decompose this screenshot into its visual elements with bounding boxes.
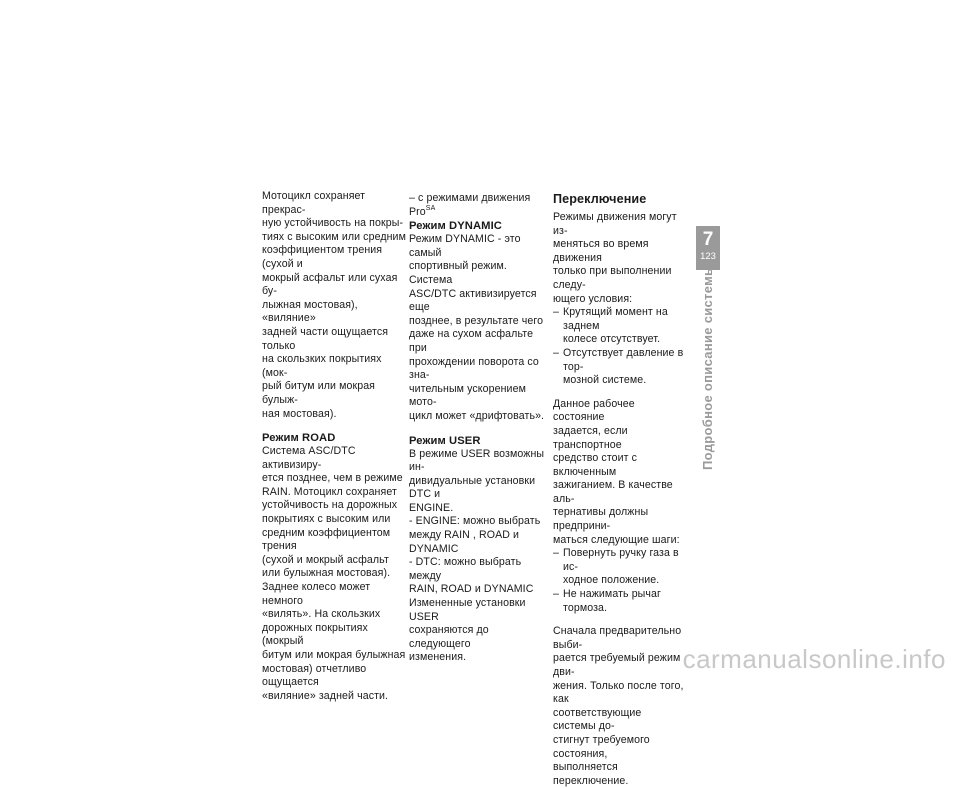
paragraph-stability: Мотоцикл сохраняет прекрас- ную устойчивость на покры- тиях с высоким или средним коэффициентом трения (сухой и мокрый асфальт или сухая бу- лыжная мостовая), «виляние» задней части ощущается только на скользких покрытиях (мок- рый битум или мокрая булыж- ная мостовая). xyxy=(262,190,406,420)
list-item: – Отсутствует давление в тор- мозной системе. xyxy=(553,346,684,387)
paragraph-road-mode: Система ASC/DTC активизиру- ется позднее, чем в режиме RAIN. Мотоцикл сохраняет устойчивость на дорожных покрытиях с высоким или средним коэффициентом трения (сухой и мокрый асфальт или булыжная мостовая). Заднее колесо может немного «вилять». На скользких дорожных покрытиях (мокрый битум или мокрая булыжная мостовая) отчетливо ощущается «виляние» задней части. xyxy=(262,445,406,702)
chapter-tab xyxy=(696,226,720,270)
paragraph-preselect: Сначала предварительно выби- рается требуемый режим дви- жения. Только после того, как соответствующие системы до- стигнут требуемого состояния, выполняется переключение. xyxy=(553,625,684,787)
column-2 xyxy=(409,192,545,665)
heading-road-mode: Режим ROAD xyxy=(262,432,336,445)
paragraph-operating-state: Данное рабочее состояние задается, если транспортное средство стоит с включенным зажиганием. В качестве аль- тернативы должны предприни- маться следующие шаги: xyxy=(553,397,680,546)
heading-user-mode: Режим USER xyxy=(409,434,481,447)
pro-modes-note xyxy=(409,192,545,219)
dash-marker: – xyxy=(409,192,415,204)
column-3 xyxy=(553,192,687,788)
paragraph-user-mode: В режиме USER возможны ин- дивидуальные установки DTC и ENGINE. - ENGINE: можно выбрать между RAIN , ROAD и DYNAMIC - DTC: можно выбрать между RAIN, ROAD и DYNAMIC Измененные установки USER сохраняются до следующего изменения. xyxy=(409,447,545,664)
chapter-number: 7 xyxy=(702,229,714,250)
list-item: – Повернуть ручку газа в ис- ходное положение. xyxy=(553,547,679,587)
side-section-title: Подробное описание системы xyxy=(700,264,715,470)
page-number: 123 xyxy=(700,251,716,262)
list-item: – Не нажимать рычаг тормоза. xyxy=(553,588,661,614)
paragraph-dynamic-mode: Режим DYNAMIC - это самый спортивный режим. Система ASC/DTC активизируется еще позднее, в результате чего даже на сухом асфальте при прохождении поворота со зна- чительным ускорением мото- цикл может «дрифтовать». xyxy=(409,233,545,422)
heading-dynamic-mode: Режим DYNAMIC xyxy=(409,220,502,233)
heading-switching: Переключение xyxy=(553,192,647,206)
watermark: carmanualsonline.info xyxy=(682,644,946,674)
column-1 xyxy=(262,190,408,703)
list-item: – Крутящий момент на заднем колесе отсутствует. xyxy=(553,306,668,346)
paragraph-switch-condition: Режимы движения могут из- меняться во время движения только при выполнении следу- ющего условия: xyxy=(553,211,677,305)
pro-modes-label: с режимами движения Pro xyxy=(409,192,531,218)
sa-superscript: SA xyxy=(425,204,436,212)
